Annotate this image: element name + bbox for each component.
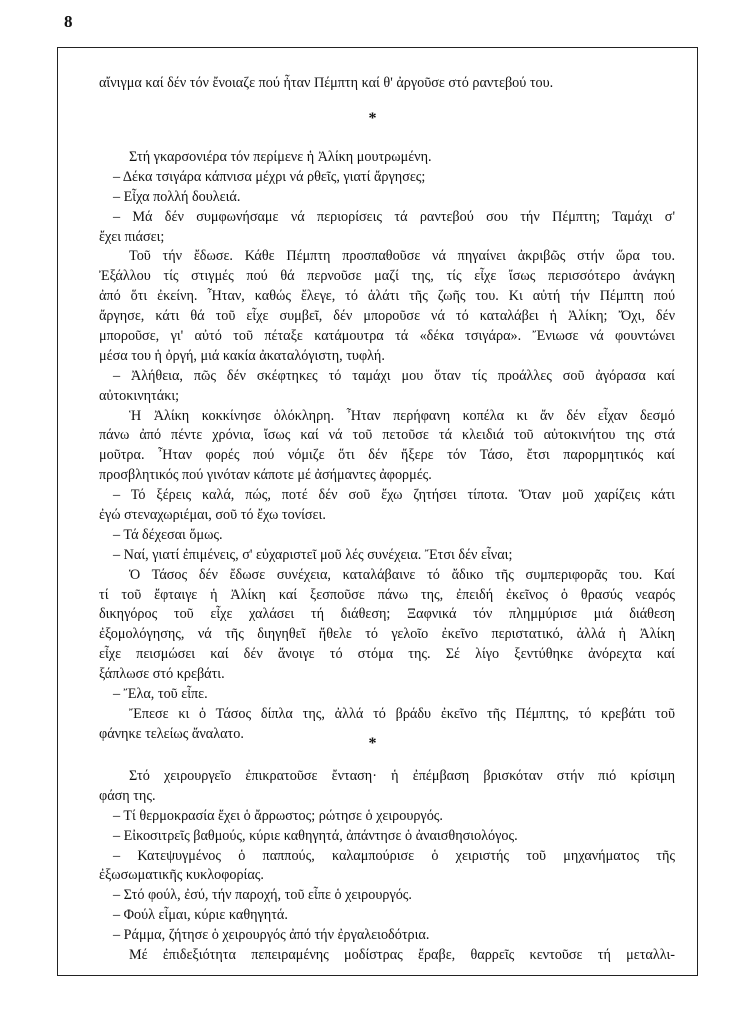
text-line: πάνω ἀπό πέντε χρόνια, ἴσως καί νά τοῦ πετοῦσε τά κλειδιά τοῦ αὐτοκινήτου της στά <box>99 427 675 444</box>
text-line: εἶχε πεισμώσει καί δέν ἄνοιγε τό στόμα της. Σέ λίγο ξεντύθηκε ἀνόρεχτα καί <box>99 646 675 663</box>
text-line: δικηγόρος τοῦ εἶχε χαλάσει τή διάθεση; Ξαφνικά τόν πλημμύρισε μιά διάθεση <box>99 606 675 623</box>
text-line: προσβλητικός πού γινόταν κάποτε μέ ἀσήμαντες ἀφορμές. <box>99 467 432 484</box>
text-line: φάνηκε τελείως ἄναλατο. <box>99 725 244 742</box>
text-line: – Δέκα τσιγάρα κάπνισα μέχρι νά ρθεῖς, γιατί ἄργησες; <box>113 168 426 185</box>
text-line: Τοῦ τήν ἔδωσε. Κάθε Πέμπτη προσπαθοῦσε νά πηγαίνει ἀκριβῶς στήν ὥρα του. <box>129 248 675 265</box>
text-line: – Τά δέχεσαι ὅμως. <box>113 526 223 543</box>
text-line: μποροῦσε, γι' αὐτό τοῦ πέταξε κατάμουτρα τά «δέκα τσιγάρα». Ἔνιωσε νά φουντώνει <box>99 328 675 345</box>
text-line: αὐτοκινητάκι; <box>99 387 180 404</box>
text-line: Στό χειρουργεῖο ἐπικρατοῦσε ἔνταση· ἡ ἐπέμβαση βρισκόταν στήν πιό κρίσιμη <box>129 768 675 784</box>
text-line: φάση της. <box>99 787 156 804</box>
text-line: Ὁ Τάσος δέν ἔδωσε συνέχεια, καταλάβαινε τό ἄδικο τῆς συμπεριφορᾶς του. Καί <box>129 566 675 583</box>
text-line: ἐγώ στεναχωριέμαι, σοῦ τό ἔχω τονίσει. <box>99 507 326 524</box>
text-line: Ἔπεσε κι ὁ Τάσος δίπλα της, ἀλλά τό βράδυ ἐκεῖνο τῆς Πέμπτης, τό κρεβάτι τοῦ <box>129 705 675 722</box>
text-line: ἔχει πιάσει; <box>99 228 165 245</box>
text-line: – Εἶχα πολλή δουλειά. <box>113 188 241 205</box>
text-line: – Τί θερμοκρασία ἔχει ὁ ἄρρωστος; ρώτησε ὁ χειρουργός. <box>113 807 443 824</box>
text-line: μέσα του ἡ ὀργή, μιά κακία ἀκαταλόγιστη, τυφλή. <box>99 347 385 364</box>
text-line: – Ράμμα, ζήτησε ὁ χειρουργός ἀπό τήν ἐργαλειοδότρια. <box>113 927 430 944</box>
text-line: Ἡ Ἀλίκη κοκκίνησε ὁλόκληρη. Ἦταν περήφανη κοπέλα κι ἄν δέν εἶχαν δεσμό <box>129 407 675 424</box>
text-line: ἄργησε, κάτι θά τοῦ εἶχε συμβεῖ, δέν μποροῦσε νά τό καταλάβει ἡ Ἀλίκη; Ὄχι, δέν <box>99 308 675 325</box>
text-line: – Ἔλα, τοῦ εἶπε. <box>113 686 208 703</box>
text-line: – Τό ξέρεις καλά, πώς, ποτέ δέν σοῦ ἔχω ζητήσει τίποτα. Ὅταν μοῦ χαρίζεις κάτι <box>113 487 675 504</box>
text-line: μοῦτρα. Ἦταν φορές πού νόμιζε ὅτι δέν ἤξερε τόν Τάσο, ἔτσι παρορμητικός καί <box>99 447 675 464</box>
text-line: – Κατεψυγμένος ὁ παππούς, καλαμπούρισε ὁ χειριστής τοῦ μηχανήματος τῆς <box>113 847 675 864</box>
page-number: 8 <box>64 12 73 31</box>
text-line: Ἐξάλλου τίς στιγμές πού θά περνοῦσε μαζί της, τίς εἶχε ἴσως περισσότερο ἀνάγκη <box>99 268 675 285</box>
text-line: ἐξωσωματικῆς κυκλοφορίας. <box>99 867 264 884</box>
text-line: – Ναί, γιατί ἐπιμένεις, σ' εὐχαριστεῖ μοῦ λές συνέχεια. Ἔτσι δέν εἶναι; <box>113 546 513 563</box>
text-line: αἴνιγμα καί δέν τόν ἔνοιαζε πού ἦταν Πέμπτη καί θ' ἀργοῦσε στό ραντεβού του. <box>99 75 554 91</box>
text-line: – Φούλ εἶμαι, κύριε καθηγητά. <box>113 907 288 924</box>
text-section-2 <box>99 148 675 745</box>
text-line: τί τοῦ ἔφταιγε ἡ Ἀλίκη καί ξεσποῦσε πάνω της, ἐπειδή ἐκεῖνος ὁ θρασύς νεαρός <box>99 586 675 603</box>
text-line: – Ἀλήθεια, πῶς δέν σκέφτηκες τό ταμάχι μου ὅταν τίς προάλλες σοῦ ἀγόρασα καί <box>113 367 675 384</box>
text-section-1 <box>99 74 675 94</box>
text-line: – Μά δέν συμφωνήσαμε νά περιορίσεις τά ραντεβού σου τήν Πέμπτη; Ταμάχι σ' <box>113 208 675 225</box>
text-line: Μέ ἐπιδεξιότητα πεπειραμένης μοδίστρας ἔραβε, θαρρεῖς κεντοῦσε τή μεταλλι- <box>129 947 675 964</box>
section-separator-1: * <box>368 110 377 127</box>
text-line: ἀπό ὅτι ἐκείνη. Ἦταν, καθώς ἔλεγε, τό ἁλάτι τῆς ζωῆς του. Κι αὐτή τήν Πέμπτη πού <box>99 288 675 305</box>
text-line: ἐξομολόγησης, νά τῆς διηγηθεῖ ἤθελε τό γελοῖο ἐκεῖνο περιστατικό, ἀλλά ἡ Ἀλίκη <box>99 626 675 643</box>
text-line: – Στό φούλ, ἐσύ, τήν παροχή, τοῦ εἶπε ὁ χειρουργός. <box>113 887 412 904</box>
section-separator-2: * <box>368 735 377 752</box>
text-section-3 <box>99 767 675 966</box>
text-line: – Εἰκοσιτρεῖς βαθμούς, κύριε καθηγητά, ἀπάντησε ὁ ἀναισθησιολόγος. <box>113 827 518 844</box>
text-line: ξάπλωσε στό κρεβάτι. <box>99 666 225 683</box>
text-line: Στή γκαρσονιέρα τόν περίμενε ἡ Ἀλίκη μουτρωμένη. <box>129 149 432 165</box>
